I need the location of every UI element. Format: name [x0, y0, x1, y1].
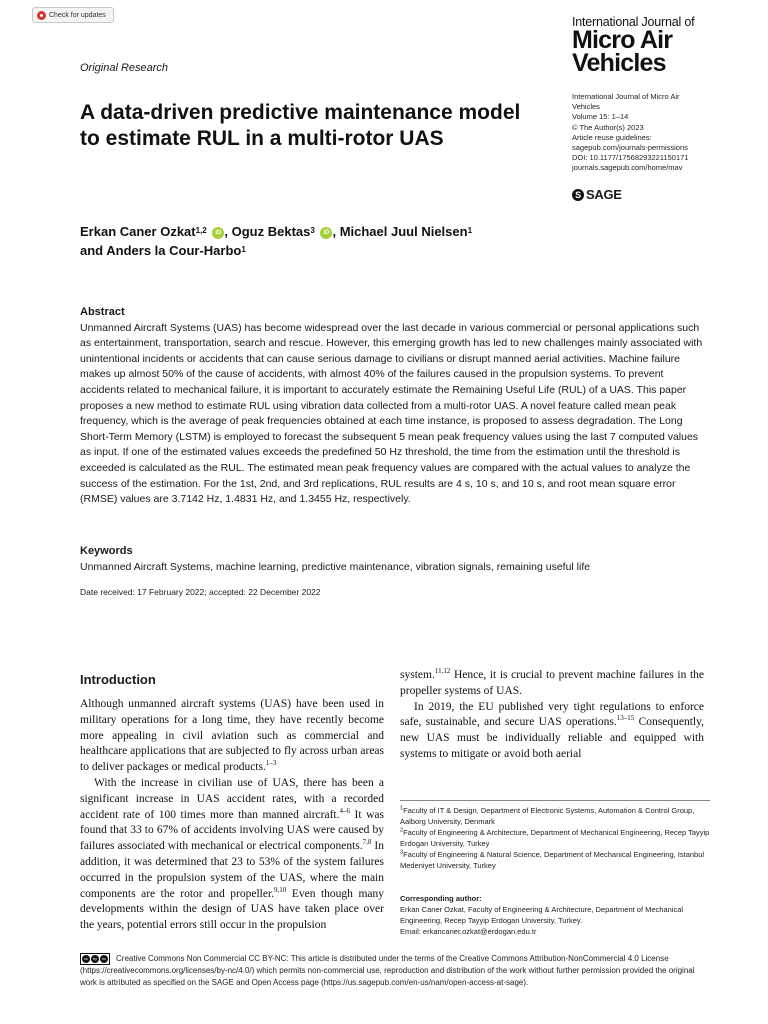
affiliation-marker: 1,2 [195, 226, 207, 235]
citation[interactable]: 4–6 [339, 806, 350, 815]
journal-info-line: International Journal of Micro Air [572, 92, 680, 101]
affiliation [400, 849, 710, 871]
author-name[interactable]: Oguz Bektas [231, 224, 311, 239]
abstract-section [80, 305, 704, 508]
paragraph [400, 668, 704, 700]
paper-title: A data-driven predictive maintenance model to estimate RUL in a multi-rotor UAS [80, 101, 521, 150]
check-for-updates-button[interactable] [32, 7, 114, 23]
permissions-link[interactable]: sagepub.com/journals-permissions [572, 143, 688, 153]
doi-link[interactable]: DOI: 10.1177/17568293221150171 [572, 153, 689, 163]
citation[interactable]: 1–3 [265, 759, 277, 768]
affiliation-marker: 1 [400, 805, 404, 812]
paragraph-text: With the increase in civilian use of UAS, there has been a significant increase in UAS accident rates, with a recorded accident rate of 100 times more than manned aircraft. [80, 776, 384, 821]
article-type: Original Research [80, 62, 169, 74]
keywords-heading: Keywords [80, 545, 133, 557]
paragraph [400, 700, 704, 763]
affiliation-marker: 1 [241, 245, 246, 254]
paragraph-text: It was found that 33 to 67% of accidents involving UAS were caused by failures associated with mechanical or electrical components. [80, 808, 384, 853]
affiliation-marker: 3 [310, 226, 315, 235]
journal-logo-line2: Micro Air [572, 26, 673, 54]
affiliations [400, 800, 710, 871]
by-icon: by [92, 956, 98, 961]
license-notice [80, 953, 710, 989]
paragraph-text: In addition, it was determined that 23 to 53% of the system failures occurred in the propulsion system of the UAS, where the main components are the rotor and propeller. [80, 840, 384, 900]
paragraph-text: Hence, it is crucial to prevent machine failures in the propeller systems of UAS. [400, 669, 704, 697]
affiliation [400, 827, 710, 849]
citation[interactable]: 9,10 [274, 885, 287, 894]
affiliation-marker: 3 [400, 849, 404, 856]
cc-icon: cc [84, 956, 88, 961]
corresponding-email[interactable]: Email: erkancaner.ozkat@erdogan.edu.tr [400, 927, 537, 936]
paragraph-text: system. [400, 669, 435, 681]
keywords-section [80, 544, 704, 575]
license-text: Creative Commons Non Commercial CC BY-NC: This article is distributed under the terms of the Creative Commons Attribution-NonCommercial 4.0 License (https://creativecommons.org/licenses/by-nc/4.0/) which permits non-commercial use, reproduction and distribution of the work without further permission provided the original work is attributed as specified on the SAGE and Open Access page (https://us.sagepub.com/en-us/nam/open-access-at-sage). [80, 954, 695, 987]
orcid-icon[interactable]: iD [212, 227, 224, 239]
paragraph [80, 776, 384, 934]
journal-logo-line3: Vehicles [572, 49, 666, 77]
sage-logo [572, 187, 622, 202]
corresponding-author [400, 893, 710, 937]
author-separator: , [224, 224, 228, 239]
affiliation [400, 805, 710, 827]
journal-info-line: Vehicles [572, 102, 600, 112]
author-name[interactable]: Anders la Cour-Harbo [106, 243, 242, 258]
publisher-name: SAGE [586, 187, 622, 202]
affiliation-text: Faculty of Engineering & Natural Science, Department of Mechanical Engineering, Istanbul Medeniyet University, Turkey [400, 850, 705, 870]
affiliation-marker: 2 [400, 827, 404, 834]
journal-logo-line1: International Journal of [572, 15, 695, 29]
author-name[interactable]: Michael Juul Nielsen [339, 224, 468, 239]
citation[interactable]: 11,12 [434, 667, 451, 676]
author-list [80, 222, 580, 260]
paragraph-text: Even though many developments within the design of UAS have taken place over the years, potential errors still occur in the propulsion [80, 887, 384, 932]
author-name[interactable]: Erkan Caner Ozkat [80, 224, 196, 239]
paragraph-text: In 2019, the EU published very tight regulations to enforce safe, sustainable, and secure UAS operations. [400, 700, 704, 729]
corresponding-text: Erkan Caner Ozkat, Faculty of Engineering & Architecture, Department of Mechanical Engineering, Recep Tayyip Erdogan University, Turkey. [400, 905, 684, 925]
sage-s-icon: S [572, 189, 584, 201]
affiliation-text: Faculty of IT & Design, Department of Electronic Systems, Automation & Control Group, Aalborg University, Denmark [400, 806, 695, 826]
dates-received: Date received: 17 February 2022; accepted: 22 December 2022 [80, 587, 321, 597]
journal-info [572, 92, 752, 174]
update-icon [37, 11, 46, 20]
affiliation-marker: 1 [467, 226, 473, 235]
citation[interactable]: 7,8 [362, 838, 372, 847]
keywords-text: Unmanned Aircraft Systems, machine learning, predictive maintenance, vibration signals, remaining useful life [80, 560, 591, 573]
orcid-icon[interactable]: iD [320, 227, 332, 239]
paragraph [80, 697, 384, 776]
abstract-heading: Abstract [80, 306, 125, 318]
paragraph-text: Although unmanned aircraft systems (UAS) have been used in military operations for a long time, they have recently become more appealing in civil aviation such as commercial and healthcare applications that are subjected to fly across urban areas to deliver packages or medical products. [80, 698, 384, 774]
introduction-heading: Introduction [80, 672, 156, 687]
author-separator: , [332, 224, 337, 239]
corresponding-heading: Corresponding author: [400, 894, 482, 903]
body-column-left [80, 697, 384, 934]
journal-home-link[interactable]: journals.sagepub.com/home/mav [572, 163, 683, 173]
check-for-updates-label: Check for updates [49, 11, 106, 19]
body-column-right [400, 668, 704, 763]
paragraph-text: Consequently, new UAS must be individually reliable and equipped with systems to mitigate or avoid both aerial [400, 716, 705, 760]
volume-info: Volume 15: 1–14 [572, 112, 629, 122]
nc-icon: nc [101, 956, 107, 961]
copyright-info: © The Author(s) 2023 [572, 122, 644, 132]
journal-logo [572, 15, 742, 75]
reuse-label: Article reuse guidelines: [572, 132, 652, 142]
abstract-text: Unmanned Aircraft Systems (UAS) has become widespread over the last decade in various commercial or personal applications such as entertainment, transportation, search and rescue. However, this emerging growth has led to new challenges mainly associated with unintentional incidents or accidents that can cause serious damage to civilians or disrupt manned aerial activities. Machine failure makes up almost 50% of the cause of accidents, with almost 40% of the failures caused in the propulsion systems. To prevent accidents related to mechanical failure, it is important to accurately estimate the Remaining Useful Life (RUL) of a UAS. This paper proposes a new method to estimate RUL using vibration data collected from a multi-rotor UAS. A novel feature called mean peak frequency, which is the average of peak frequencies obtained at each time instance, is proposed to assess degradation. The Long Short-Term Memory (LSTM) is employed to forecast the subsequent 5 mean peak frequency values using the last 7 computed values as input. If one of the estimated values exceeds the predefined 50 Hz threshold, the time from the estimation until the threshold is exceeded is calculated as the RUL. The estimated mean peak frequency values are compared with the actual values to analyze the success of the estimation. For the 1st, 2nd, and 3rd replications, RUL results are 4 s, 10 s, and 10 s, and root mean square error (RMSE) values are 3.7142 Hz, 1.4831 Hz, and 1.3455 Hz, respectively. [80, 321, 703, 506]
affiliation-text: Faculty of Engineering & Architecture, Department of Mechanical Engineering, Recep Tayyip Erdogan University, Turkey [400, 828, 710, 848]
author-conjunction: and [80, 243, 104, 258]
cc-by-nc-icon[interactable] [80, 953, 110, 965]
citation[interactable]: 13–15 [616, 714, 635, 723]
